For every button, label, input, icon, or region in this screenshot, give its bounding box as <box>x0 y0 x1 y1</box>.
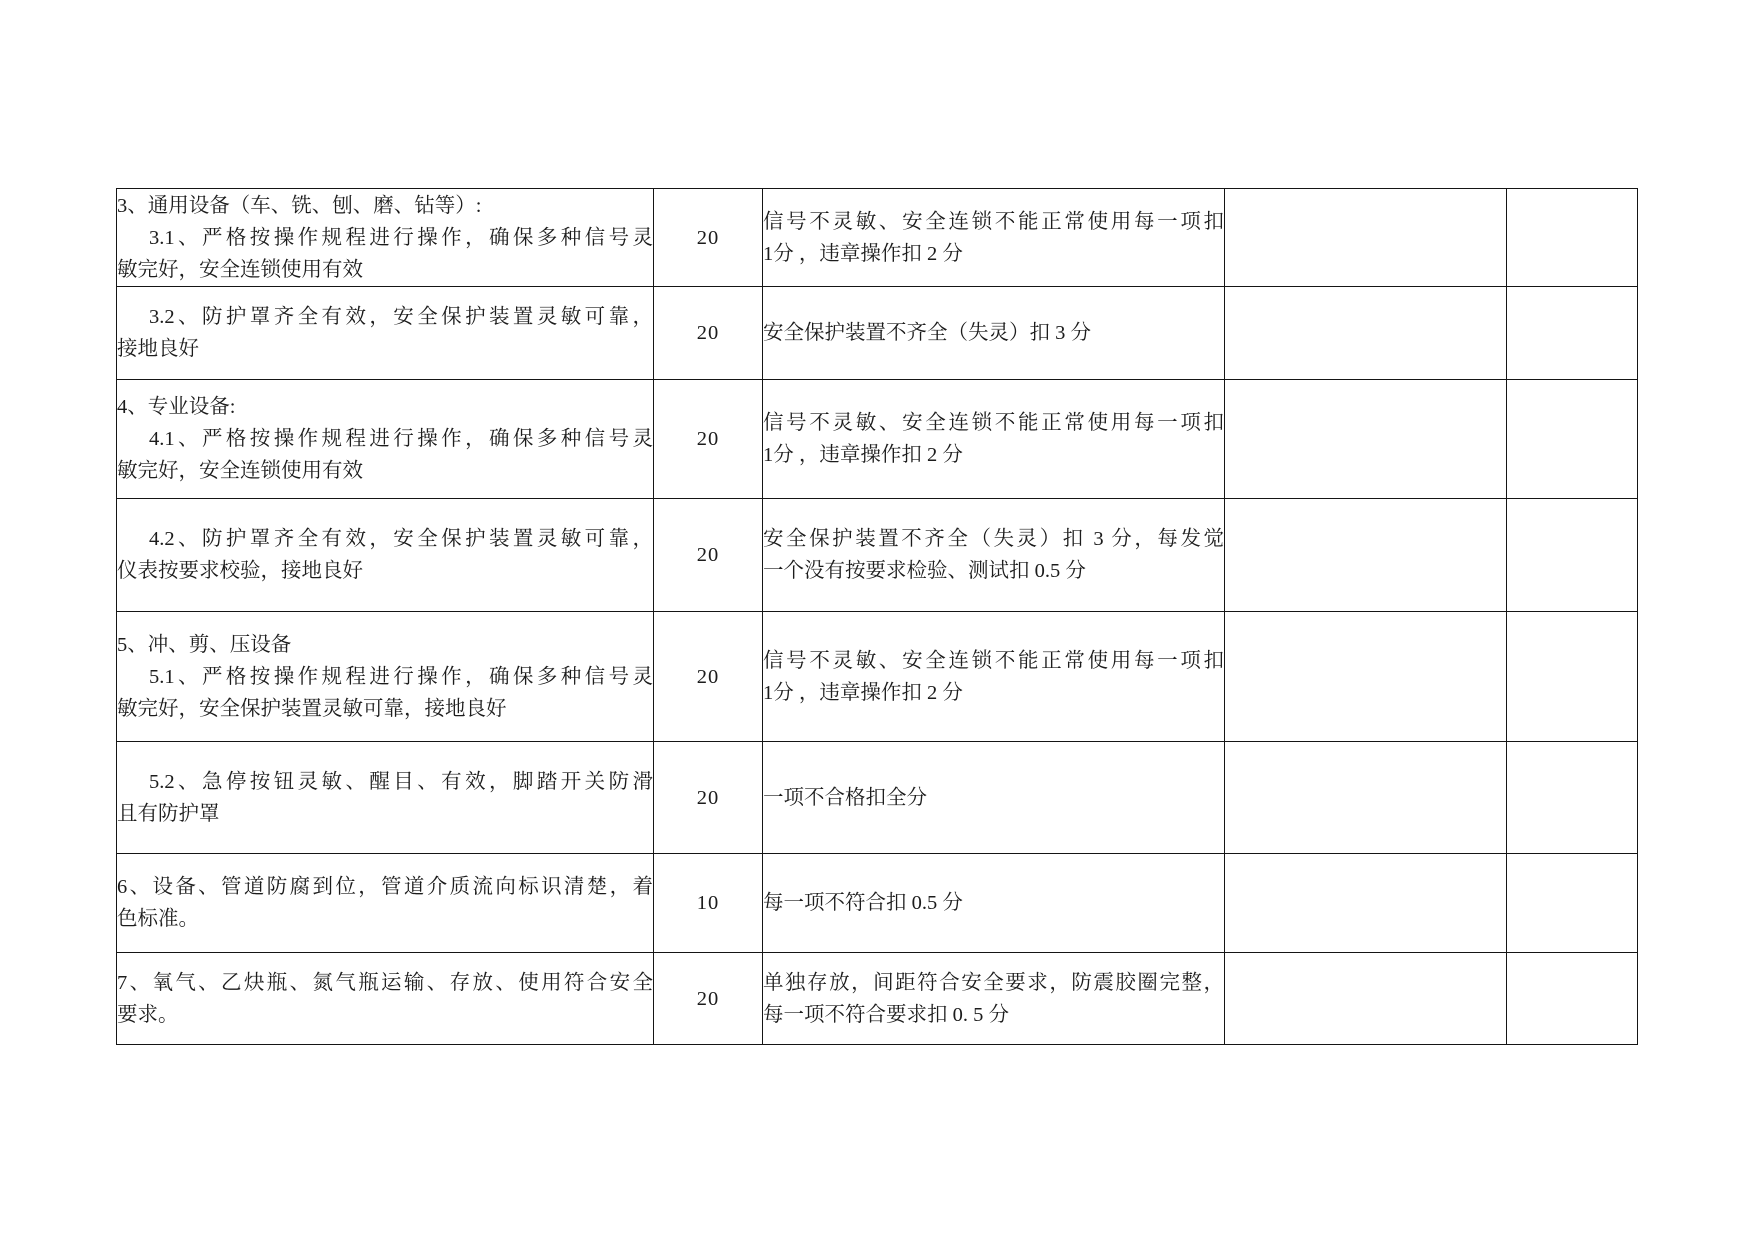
item-cell <box>117 742 654 854</box>
blank-cell <box>1507 380 1638 499</box>
item-cell <box>117 499 654 612</box>
table-row <box>117 499 1638 612</box>
score-cell <box>654 287 763 380</box>
item-line: 敏完好，安全连锁使用有效 <box>117 258 363 281</box>
item-line: 7、氧气、乙炔瓶、氮气瓶运输、存放、使用符合安全 <box>117 971 653 994</box>
table-row <box>117 380 1638 499</box>
item-cell <box>117 854 654 953</box>
item-line: 5.2、急停按钮灵敏、醒目、有效，脚踏开关防滑 <box>149 770 653 793</box>
blank-cell <box>1225 953 1507 1045</box>
blank-cell <box>1225 287 1507 380</box>
criteria-cell <box>763 189 1225 287</box>
item-line: 3、通用设备（车、铣、刨、磨、钻等）: <box>117 194 482 217</box>
blank-cell <box>1225 612 1507 742</box>
score-cell <box>654 189 763 287</box>
item-line: 敏完好，安全保护装置灵敏可靠，接地良好 <box>117 697 507 720</box>
inspection-table <box>116 188 1638 1045</box>
item-cell <box>117 380 654 499</box>
blank-cell <box>1507 854 1638 953</box>
criteria-line: 单独存放，间距符合安全要求，防震胶圈完整， <box>763 971 1224 994</box>
criteria-line: 一项不合格扣全分 <box>763 786 927 809</box>
item-line: 色标准。 <box>117 908 199 930</box>
blank-cell <box>1507 499 1638 612</box>
score-cell <box>654 380 763 499</box>
criteria-cell <box>763 612 1225 742</box>
blank-cell <box>1225 189 1507 287</box>
item-line: 4.2、防护罩齐全有效，安全保护装置灵敏可靠， <box>149 528 653 550</box>
item-line: 5.1、严格按操作规程进行操作，确保多种信号灵 <box>149 665 653 688</box>
criteria-line: 信号不灵敏、安全连锁不能正常使用每一项扣 <box>763 412 1224 434</box>
criteria-line: 安全保护装置不齐全（失灵）扣 3 分 <box>763 322 1091 344</box>
table-row <box>117 854 1638 953</box>
blank-cell <box>1225 380 1507 499</box>
criteria-cell <box>763 742 1225 854</box>
score-cell <box>654 499 763 612</box>
criteria-line: 安全保护装置不齐全（失灵）扣 3 分，每发觉 <box>763 528 1224 550</box>
criteria-line: 1分 ，违章操作扣 2 分 <box>763 444 963 466</box>
score-cell <box>654 742 763 854</box>
criteria-line: 1分 ，违章操作扣 2 分 <box>763 681 963 704</box>
criteria-cell <box>763 380 1225 499</box>
item-line: 且有防护罩 <box>117 802 220 825</box>
item-cell <box>117 953 654 1045</box>
criteria-cell <box>763 953 1225 1045</box>
table-row <box>117 189 1638 287</box>
item-line: 4、专业设备: <box>117 396 236 418</box>
table-row <box>117 612 1638 742</box>
score-value: 20 <box>696 322 720 344</box>
score-value: 20 <box>696 428 720 450</box>
criteria-line: 每一项不符合扣 0.5 分 <box>763 892 963 914</box>
item-cell <box>117 612 654 742</box>
item-cell <box>117 287 654 380</box>
item-line: 接地良好 <box>117 338 199 360</box>
criteria-line: 1分 ，违章操作扣 2 分 <box>763 242 963 265</box>
item-line: 仪表按要求校验，接地良好 <box>117 560 363 582</box>
criteria-cell <box>763 499 1225 612</box>
item-line: 6、设备、管道防腐到位，管道介质流向标识清楚，着 <box>117 876 653 898</box>
item-cell <box>117 189 654 287</box>
criteria-cell <box>763 287 1225 380</box>
score-value: 20 <box>696 544 720 566</box>
score-value: 20 <box>696 665 720 688</box>
criteria-line: 一个没有按要求检验、测试扣 0.5 分 <box>763 560 1086 582</box>
item-line: 3.1、严格按操作规程进行操作，确保多种信号灵 <box>149 226 653 249</box>
blank-cell <box>1225 499 1507 612</box>
criteria-line: 信号不灵敏、安全连锁不能正常使用每一项扣 <box>763 649 1224 672</box>
criteria-line: 信号不灵敏、安全连锁不能正常使用每一项扣 <box>763 210 1224 233</box>
blank-cell <box>1507 287 1638 380</box>
table-row <box>117 287 1638 380</box>
blank-cell <box>1225 854 1507 953</box>
blank-cell <box>1225 742 1507 854</box>
score-cell <box>654 953 763 1045</box>
blank-cell <box>1507 189 1638 287</box>
table-row <box>117 953 1638 1045</box>
item-line: 敏完好，安全连锁使用有效 <box>117 460 363 482</box>
score-value: 20 <box>696 226 720 249</box>
blank-cell <box>1507 612 1638 742</box>
criteria-cell <box>763 854 1225 953</box>
score-value: 20 <box>696 987 720 1010</box>
score-value: 20 <box>696 786 720 809</box>
blank-cell <box>1507 742 1638 854</box>
blank-cell <box>1507 953 1638 1045</box>
item-line: 4.1、严格按操作规程进行操作，确保多种信号灵 <box>149 428 653 450</box>
item-line: 5、冲、剪、压设备 <box>117 633 292 656</box>
table-row <box>117 742 1638 854</box>
score-cell <box>654 854 763 953</box>
criteria-line: 每一项不符合要求扣 0. 5 分 <box>763 1003 1009 1026</box>
score-value: 10 <box>696 892 720 914</box>
item-line: 3.2、防护罩齐全有效，安全保护装置灵敏可靠， <box>149 306 653 328</box>
item-line: 要求。 <box>117 1003 179 1026</box>
score-cell <box>654 612 763 742</box>
